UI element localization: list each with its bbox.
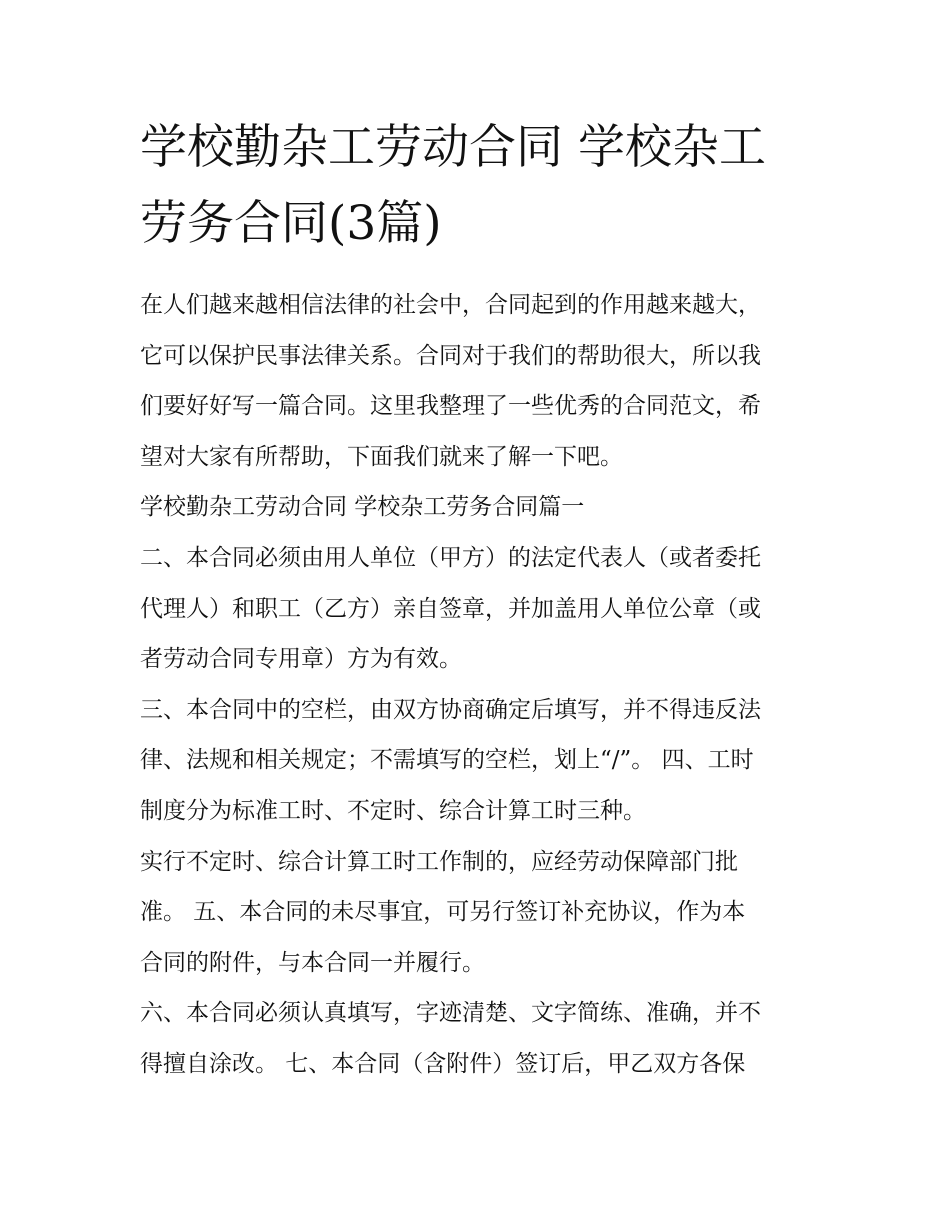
text-line: 三、本合同中的空栏，由双方协商确定后填写，并不得违反法 xyxy=(140,696,761,723)
title-line: 劳务合同(3篇) xyxy=(140,196,442,251)
text-line: 律、法规和相关规定；不需填写的空栏，划上“/”。 四、工时 xyxy=(140,747,754,774)
text-line: 合同的附件，与本合同一并履行。 xyxy=(140,949,485,976)
text-line: 准。 五、本合同的未尽事宜，可另行签订补充协议，作为本 xyxy=(140,899,746,926)
text-line: 望对大家有所帮助，下面我们就来了解一下吧。 xyxy=(140,443,623,470)
paragraph-clause-3 xyxy=(140,685,820,837)
text-line: 在人们越来越相信法律的社会中，合同起到的作用越来越大， xyxy=(140,292,761,318)
text-line: 得擅自涂改。 七、本合同（含附件）签订后，甲乙双方各保 xyxy=(140,1050,746,1077)
text-line: 者劳动合同专用章）方为有效。 xyxy=(140,646,462,673)
document-body xyxy=(140,280,820,1090)
text-line: 学校勤杂工劳动合同 学校杂工劳务合同篇一 xyxy=(140,494,585,521)
text-line: 它可以保护民事法律关系。合同对于我们的帮助很大，所以我 xyxy=(140,342,761,369)
text-line: 制度分为标准工时、不定时、综合计算工时三种。 xyxy=(140,797,646,824)
text-line: 实行不定时、综合计算工时工作制的，应经劳动保障部门批 xyxy=(140,848,738,875)
paragraph-clause-4 xyxy=(140,837,820,989)
text-line: 六、本合同必须认真填写，字迹清楚、文字简练、准确，并不 xyxy=(140,1000,761,1027)
section-heading xyxy=(140,482,820,533)
paragraph-intro xyxy=(140,280,820,482)
paragraph-clause-2 xyxy=(140,533,820,685)
document-title xyxy=(140,110,820,262)
title-line: 学校勤杂工劳动合同 学校杂工 xyxy=(140,120,766,175)
text-line: 代理人）和职工（乙方）亲自签章，并加盖用人单位公章（或 xyxy=(140,595,761,622)
paragraph-clause-6 xyxy=(140,988,820,1089)
text-line: 们要好好写一篇合同。这里我整理了一些优秀的合同范文，希 xyxy=(140,393,761,420)
text-line: 二、本合同必须由用人单位（甲方）的法定代表人（或者委托 xyxy=(140,544,761,571)
